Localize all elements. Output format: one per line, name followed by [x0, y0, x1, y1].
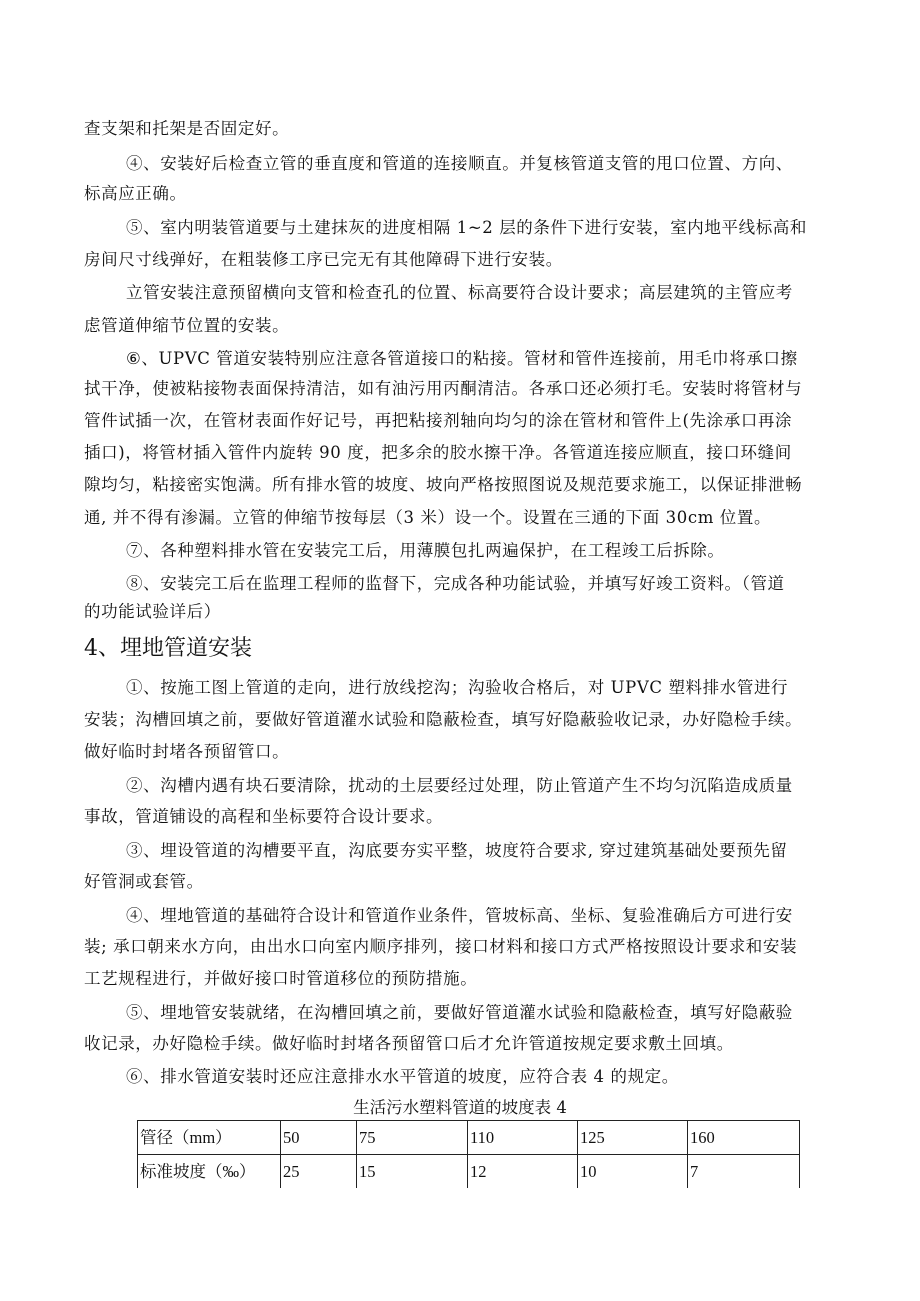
table-row	[138, 1121, 800, 1155]
paragraph-line: 立管安装注意预留横向支管和检查孔的位置、标高要符合设计要求；高层建筑的主管应考	[126, 283, 793, 302]
paragraph-line: ⑤、埋地管安装就绪，在沟槽回填之前，要做好管道灌水试验和隐蔽检查，填写好隐蔽验	[126, 1003, 793, 1022]
paragraph-line: 的功能试验详后）	[84, 602, 221, 621]
paragraph-line: ②、沟槽内遇有块石要清除，扰动的土层要经过处理，防止管道产生不均匀沉陷造成质量	[126, 776, 793, 795]
slope-table	[137, 1120, 800, 1188]
paragraph-line: 标高应正确。	[84, 184, 187, 203]
paragraph-line: 房间尺寸线弹好，在粗装修工序已完无有其他障碍下进行安装。	[84, 250, 563, 269]
table-cell: 50	[281, 1121, 357, 1155]
paragraph-line: 隙均匀，粘接密实饱满。所有排水管的坡度、坡向严格按照图说及规范要求施工，以保证排泄畅	[84, 475, 803, 494]
paragraph-line: 事故，管道铺设的高程和坐标要符合设计要求。	[84, 807, 444, 826]
paragraph-line: 装; 承口朝来水方向，由出水口向室内顺序排列，接口材料和接口方式严格按照设计要求和安装	[84, 937, 798, 956]
table-caption: 生活污水塑料管道的坡度表 4	[353, 1098, 567, 1117]
table-cell: 110	[468, 1121, 578, 1155]
paragraph-line: ⑥、UPVC 管道安装特别应注意各管道接口的粘接。管材和管件连接前，用毛巾将承口擦	[126, 349, 798, 368]
paragraph-line: 通, 并不得有渗漏。立管的伸缩节按每层（3 米）设一个。设置在三通的下面 30cm 位置。	[84, 508, 772, 527]
table-cell: 25	[281, 1155, 357, 1189]
paragraph-line: ④、埋地管道的基础符合设计和管道作业条件，管坡标高、坐标、复验准确后方可进行安	[126, 906, 793, 925]
table-cell: 75	[357, 1121, 468, 1155]
table-header-cell: 标准坡度（‰）	[138, 1155, 281, 1189]
table-cell: 10	[578, 1155, 688, 1189]
paragraph-line: 安装；沟槽回填之前，要做好管道灌水试验和隐蔽检查，填写好隐蔽验收记录，办好隐检手续。	[84, 710, 803, 729]
paragraph-line: ①、按施工图上管道的走向，进行放线挖沟；沟验收合格后，对 UPVC 塑料排水管进行	[126, 678, 789, 697]
paragraph-line: ③、埋设管道的沟槽要平直，沟底要夯实平整，坡度符合要求, 穿过建筑基础处要预先留	[126, 841, 788, 860]
paragraph-line: 做好临时封堵各预留管口。	[84, 742, 290, 761]
table-cell: 125	[578, 1121, 688, 1155]
paragraph-line: ⑥、排水管道安装时还应注意排水水平管道的坡度，应符合表 4 的规定。	[126, 1067, 679, 1086]
paragraph-line: ④、安装好后检查立管的垂直度和管道的连接顺直。并复核管道支管的甩口位置、方向、	[126, 154, 793, 173]
paragraph-line: 收记录，办好隐检手续。做好临时封堵各预留管口后才允许管道按规定要求敷土回填。	[84, 1034, 734, 1053]
table-cell: 12	[468, 1155, 578, 1189]
paragraph-line: 好管洞或套管。	[84, 872, 204, 891]
paragraph-line: ⑦、各种塑料排水管在安装完工后，用薄膜包扎两遍保护，在工程竣工后拆除。	[126, 541, 725, 560]
paragraph-line: 拭干净，使被粘接物表面保持清洁，如有油污用丙酮清洁。各承口还必须打毛。安装时将管材与	[84, 379, 803, 398]
table-row	[138, 1155, 800, 1189]
paragraph-line: 查支架和托架是否固定好。	[84, 119, 290, 138]
paragraph-line: ⑧、安装完工后在监理工程师的监督下，完成各种功能试验，并填写好竣工资料。（管道	[126, 574, 785, 593]
paragraph-line: 插口)，将管材插入管件内旋转 90 度，把多余的胶水擦干净。各管道连接应顺直，接口环缝间	[84, 443, 792, 462]
table-header-cell: 管径（mm）	[138, 1121, 281, 1155]
slope-table-container	[137, 1120, 801, 1188]
table-cell: 160	[688, 1121, 800, 1155]
table-cell: 15	[357, 1155, 468, 1189]
paragraph-line: 工艺规程进行，并做好接口时管道移位的预防措施。	[84, 969, 478, 988]
table-cell: 7	[688, 1155, 800, 1189]
paragraph-line: 管件试插一次，在管材表面作好记号，再把粘接剂轴向均匀的涂在管材和管件上(先涂承口再涂	[84, 411, 793, 430]
paragraph-line: ⑤、室内明装管道要与土建抹灰的进度相隔 1~2 层的条件下进行安装，室内地平线标高和	[126, 218, 808, 237]
section-heading: 4、埋地管道安装	[84, 636, 252, 661]
paragraph-line: 虑管道伸缩节位置的安装。	[84, 316, 290, 335]
